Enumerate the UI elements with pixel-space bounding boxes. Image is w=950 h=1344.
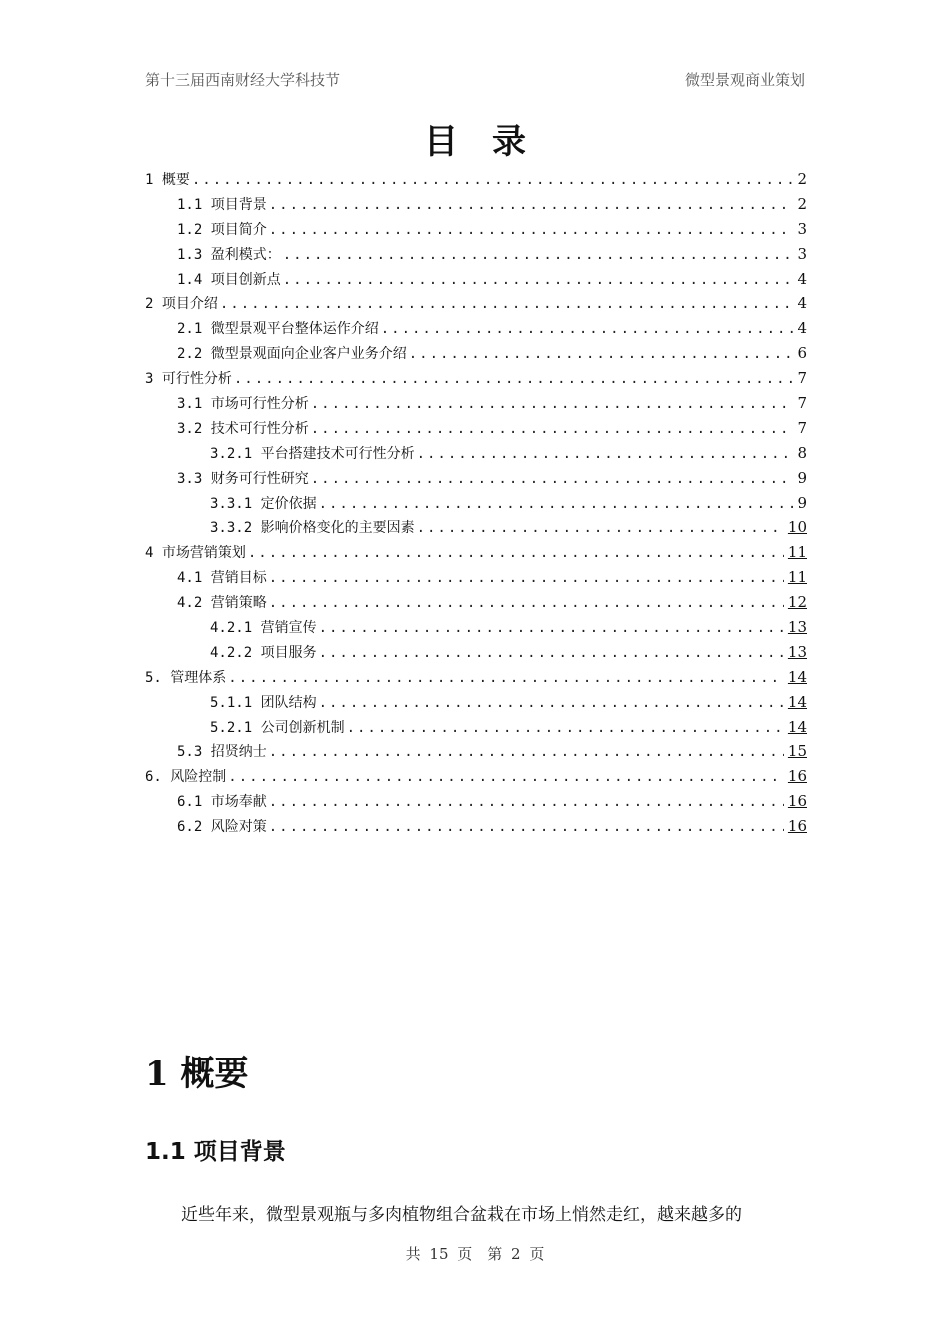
toc-entry[interactable] [145, 615, 807, 640]
toc-entry[interactable] [145, 192, 807, 217]
toc-leader-dots [311, 417, 793, 442]
toc-leader-dots [347, 716, 784, 741]
toc-entry-page: 16 [787, 792, 807, 811]
toc-leader-dots [319, 492, 793, 517]
toc-entry-label: 2 项目介绍 [145, 296, 218, 313]
page-header [145, 66, 805, 92]
toc-entry-page: 7 [797, 394, 807, 413]
toc-entry[interactable] [145, 416, 807, 441]
toc-entry[interactable] [145, 167, 807, 192]
toc-entry-label: 2.1 微型景观平台整体运作介绍 [177, 321, 379, 338]
toc-entry[interactable] [145, 715, 807, 740]
toc-entry[interactable] [145, 316, 807, 341]
toc-entry[interactable] [145, 491, 807, 516]
toc-entry-label: 1.2 项目简介 [177, 221, 267, 238]
toc-leader-dots [283, 268, 793, 293]
toc-entry-label: 1.1 项目背景 [177, 196, 267, 213]
toc-entry[interactable] [145, 466, 807, 491]
toc-entry-label: 3 可行性分析 [145, 371, 232, 388]
toc-entry-label: 3.3.2 影响价格变化的主要因素 [210, 520, 415, 537]
toc-entry-page: 10 [787, 518, 807, 537]
toc-leader-dots [311, 392, 793, 417]
toc-entry-page: 7 [797, 418, 807, 437]
toc-leader-dots [269, 740, 784, 765]
toc-leader-dots [269, 591, 784, 616]
toc-entry[interactable] [145, 814, 807, 839]
toc-entry[interactable] [145, 540, 807, 565]
toc-entry-label: 1 概要 [145, 172, 190, 188]
toc-entry[interactable] [145, 515, 807, 540]
toc-entry-label: 2.2 微型景观面向企业客户业务介绍 [177, 346, 407, 363]
toc-entry-page: 12 [787, 593, 807, 612]
toc-leader-dots [269, 218, 793, 243]
toc-entry[interactable] [145, 565, 807, 590]
toc-leader-dots [311, 467, 793, 492]
toc-entry-page: 4 [797, 269, 807, 288]
toc-leader-dots [319, 691, 784, 716]
toc-entry-page: 4 [797, 294, 807, 313]
toc-entry-page: 2 [797, 194, 807, 213]
toc-entry-page: 16 [787, 817, 807, 836]
toc-entry-page: 14 [787, 717, 807, 736]
toc-entry-page: 4 [797, 319, 807, 338]
toc-entry-page: 13 [787, 618, 807, 637]
toc-entry-label: 4.2.2 项目服务 [210, 644, 317, 661]
toc-entry[interactable] [145, 242, 807, 267]
toc-entry[interactable] [145, 291, 807, 316]
toc-entry-label: 3.1 市场可行性分析 [177, 396, 309, 413]
toc-entry-label: 3.2.1 平台搭建技术可行性分析 [210, 445, 415, 462]
toc-entry-label: 5.2.1 公司创新机制 [210, 719, 345, 736]
toc-entry-label: 5. 管理体系 [145, 669, 227, 686]
toc-entry[interactable] [145, 590, 807, 615]
toc-leader-dots [269, 566, 784, 591]
toc-leader-dots [283, 243, 793, 268]
toc-entry-page: 15 [787, 742, 807, 761]
toc-entry-label: 6.2 风险对策 [177, 819, 267, 836]
toc-entry-page: 3 [797, 219, 807, 238]
toc-title: 目录 [424, 122, 560, 162]
toc-entry-page: 3 [797, 244, 807, 263]
toc-entry-label: 1.4 项目创新点 [177, 271, 281, 288]
toc-leader-dots [248, 541, 784, 566]
toc-leader-dots [228, 666, 784, 691]
toc-leader-dots [417, 516, 784, 541]
toc-entry-page: 9 [797, 493, 807, 512]
toc-entry-label: 6. 风险控制 [145, 769, 227, 786]
toc-entry-label: 3.3 财务可行性研究 [177, 470, 309, 487]
toc-entry-page: 11 [787, 568, 807, 587]
toc-entry-page: 13 [787, 642, 807, 661]
toc-entry-page: 7 [797, 369, 807, 388]
toc-entry-label: 3.2 技术可行性分析 [177, 420, 309, 437]
toc-entry[interactable] [145, 267, 807, 292]
toc-entry-page: 16 [787, 767, 807, 786]
toc-leader-dots [269, 790, 784, 815]
toc-entry[interactable] [145, 640, 807, 665]
toc-entry-page: 2 [797, 170, 807, 188]
toc-entry-page: 14 [787, 667, 807, 686]
toc-entry-label: 5.3 招贤纳士 [177, 744, 267, 761]
toc-entry-label: 4.1 营销目标 [177, 570, 267, 587]
toc-entry-label: 1.3 盈利模式： [177, 246, 281, 263]
toc-entry-page: 11 [787, 543, 807, 562]
toc-entry[interactable] [145, 341, 807, 366]
toc-leader-dots [192, 168, 793, 193]
toc-entry-label: 4 市场营销策划 [145, 545, 246, 562]
toc-entry[interactable] [145, 789, 807, 814]
toc-entry[interactable] [145, 441, 807, 466]
toc-leader-dots [409, 342, 793, 367]
toc-entry[interactable] [145, 690, 807, 715]
toc-leader-dots [220, 292, 793, 317]
toc-entry[interactable] [145, 665, 807, 690]
toc-entry-label: 5.1.1 团队结构 [210, 694, 317, 711]
toc-entry[interactable] [145, 366, 807, 391]
toc-entry[interactable] [145, 739, 807, 764]
toc-leader-dots [228, 765, 784, 790]
toc-leader-dots [319, 616, 784, 641]
toc-leader-dots [269, 193, 793, 218]
toc-entry-label: 6.1 市场奉献 [177, 794, 267, 811]
section-heading-1: 1 概要 [145, 1054, 249, 1094]
page-footer: 共 15 页 第 2 页 [405, 1245, 545, 1263]
toc-entry[interactable] [145, 391, 807, 416]
toc-leader-dots [269, 815, 784, 840]
toc-entry-page: 6 [797, 344, 807, 363]
toc-entry[interactable] [145, 217, 807, 242]
toc-leader-dots [417, 442, 793, 467]
toc-entry-page: 14 [787, 692, 807, 711]
toc-entry[interactable] [145, 764, 807, 789]
toc-leader-dots [319, 641, 784, 666]
toc-entry-label: 4.2.1 营销宣传 [210, 620, 317, 637]
body-paragraph: 近些年来，微型景观瓶与多肉植物组合盆栽在市场上悄然走红，越来越多的 [181, 1205, 742, 1225]
header-left-title: 第十三届西南财经大学科技节 [145, 70, 341, 89]
section-heading-1-1: 1.1 项目背景 [145, 1139, 286, 1165]
header-right-title: 微型景观商业策划 [684, 70, 805, 89]
toc-entry-label: 4.2 营销策略 [177, 595, 267, 612]
toc-leader-dots [234, 367, 793, 392]
toc-leader-dots [381, 317, 793, 342]
toc-entry-page: 8 [797, 443, 807, 462]
table-of-contents [145, 167, 807, 839]
toc-entry-page: 9 [797, 468, 807, 487]
toc-entry-label: 3.3.1 定价依据 [210, 495, 317, 512]
